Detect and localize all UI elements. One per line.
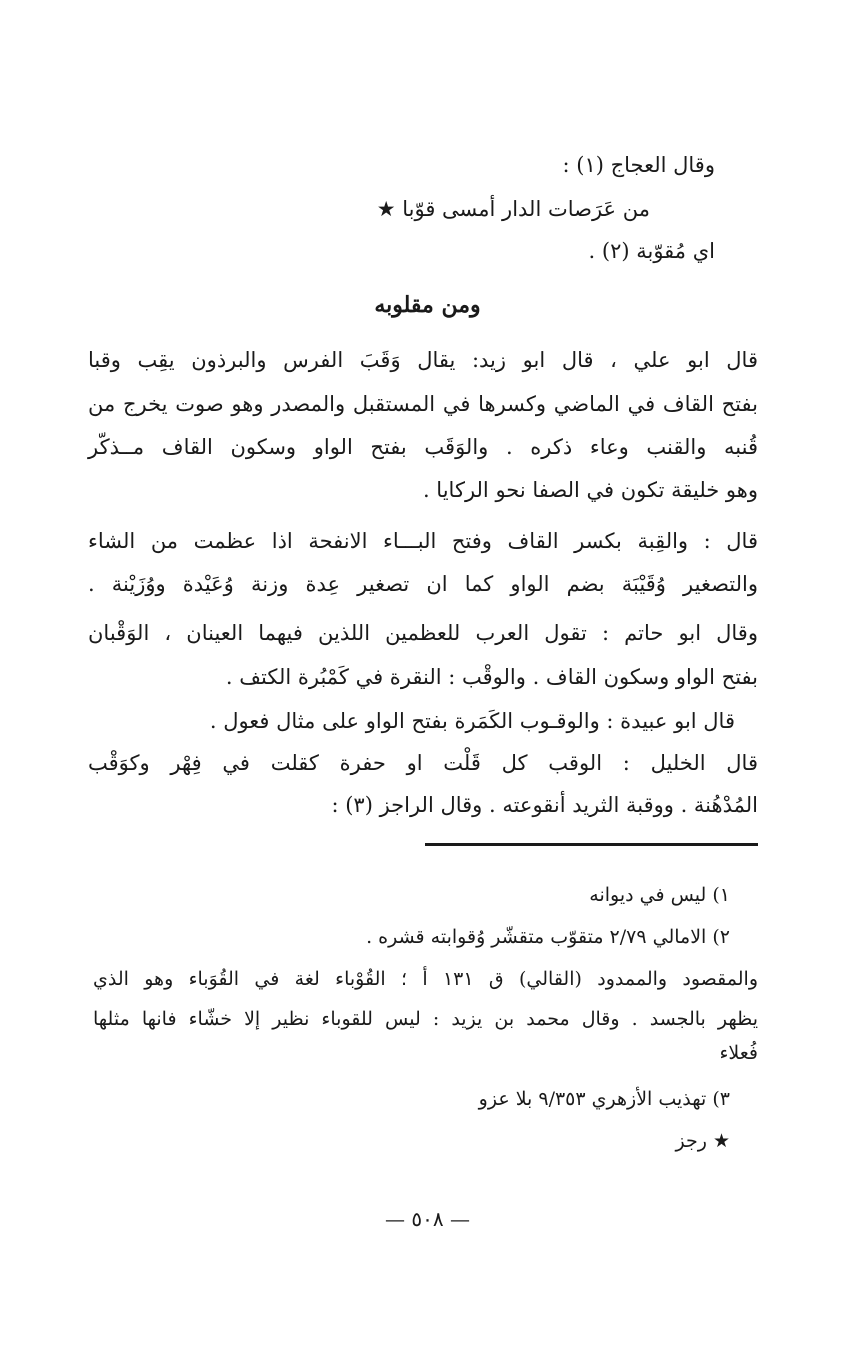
para1-line-2: بفتح القاف في الماضي وكسرها في المستقبل والمصدر وهو صوت يخرج من [88, 392, 758, 416]
para2-line-1: قال : والقِبة بكسر القاف وفتح البـــاء الانفحة اذا عظمت من الشاء [88, 529, 758, 553]
para5-line-2: المُدْهُنة . ووقبة الثريد أنقوعته . وقال الراجز (٣) : [331, 793, 758, 817]
intro-verse: من عَرَصات الدار أمسى قوّبا ★ [376, 197, 650, 221]
footnote-3-star: ★ رجز [675, 1130, 730, 1152]
page-number: — ٥٠٨ — [385, 1207, 470, 1231]
footnote-2-cont-2: يظهر بالجسد . وقال محمد بن يزيد : ليس للقوباء نظير إلا خشّاء فانها مثلها [93, 1008, 758, 1030]
section-heading: ومن مقلوبه [374, 292, 481, 318]
para1-line-3: قُنبه والقنب وعاء ذكره . والوَقَب بفتح الواو وسكون القاف مــذكّر [88, 435, 758, 459]
para1-line-1: قال ابو علي ، قال ابو زيد: يقال وَقَبَ الفرس والبرذون يقِب وقبا [88, 348, 758, 372]
footnote-1: ١) ليس في ديوانه [589, 884, 730, 906]
para3-line-2: بفتح الواو وسكون القاف . والوقْب : النقرة في كَمْبُرة الكتف . [225, 665, 758, 689]
para1-line-4: وهو خليقة تكون في الصفا نحو الركايا . [422, 478, 758, 502]
para4-line: قال ابو عبيدة : والوقـوب الكَمَرة بفتح الواو على مثال فعول . [209, 709, 735, 733]
intro-line-3: اي مُقوّبة (٢) . [588, 239, 715, 263]
para5-line-1: قال الخليل : الوقب كل قَلْت او حفرة كقلت في فِهْر وكوَقْب [88, 751, 758, 775]
para3-line-1: وقال ابو حاتم : تقول العرب للعظمين اللذين فيهما العينان ، الوَقْبان [88, 621, 758, 645]
footnote-3: ٣) تهذيب الأزهري ٩/٣٥٣ بلا عزو [478, 1088, 730, 1110]
footnote-separator [425, 843, 758, 846]
footnote-2: ٢) الامالي ٢/٧٩ متقوّب متقشّر وُقوابته قشره . [366, 926, 730, 948]
footnote-2-cont-1: والمقصود والممدود (القالي) ق ١٣١ أ ؛ القُوْباء لغة في القُوَباء وهو الذي [93, 968, 758, 990]
footnote-2-cont-3: فُعلاء [719, 1042, 758, 1064]
para2-line-2: والتصغير وُقَيْبَة بضم الواو كما ان تصغير عِدة وزنة وُعَيْدة ووُزَيْنة . [88, 572, 758, 596]
intro-line-1: وقال العجاج (١) : [562, 153, 715, 177]
